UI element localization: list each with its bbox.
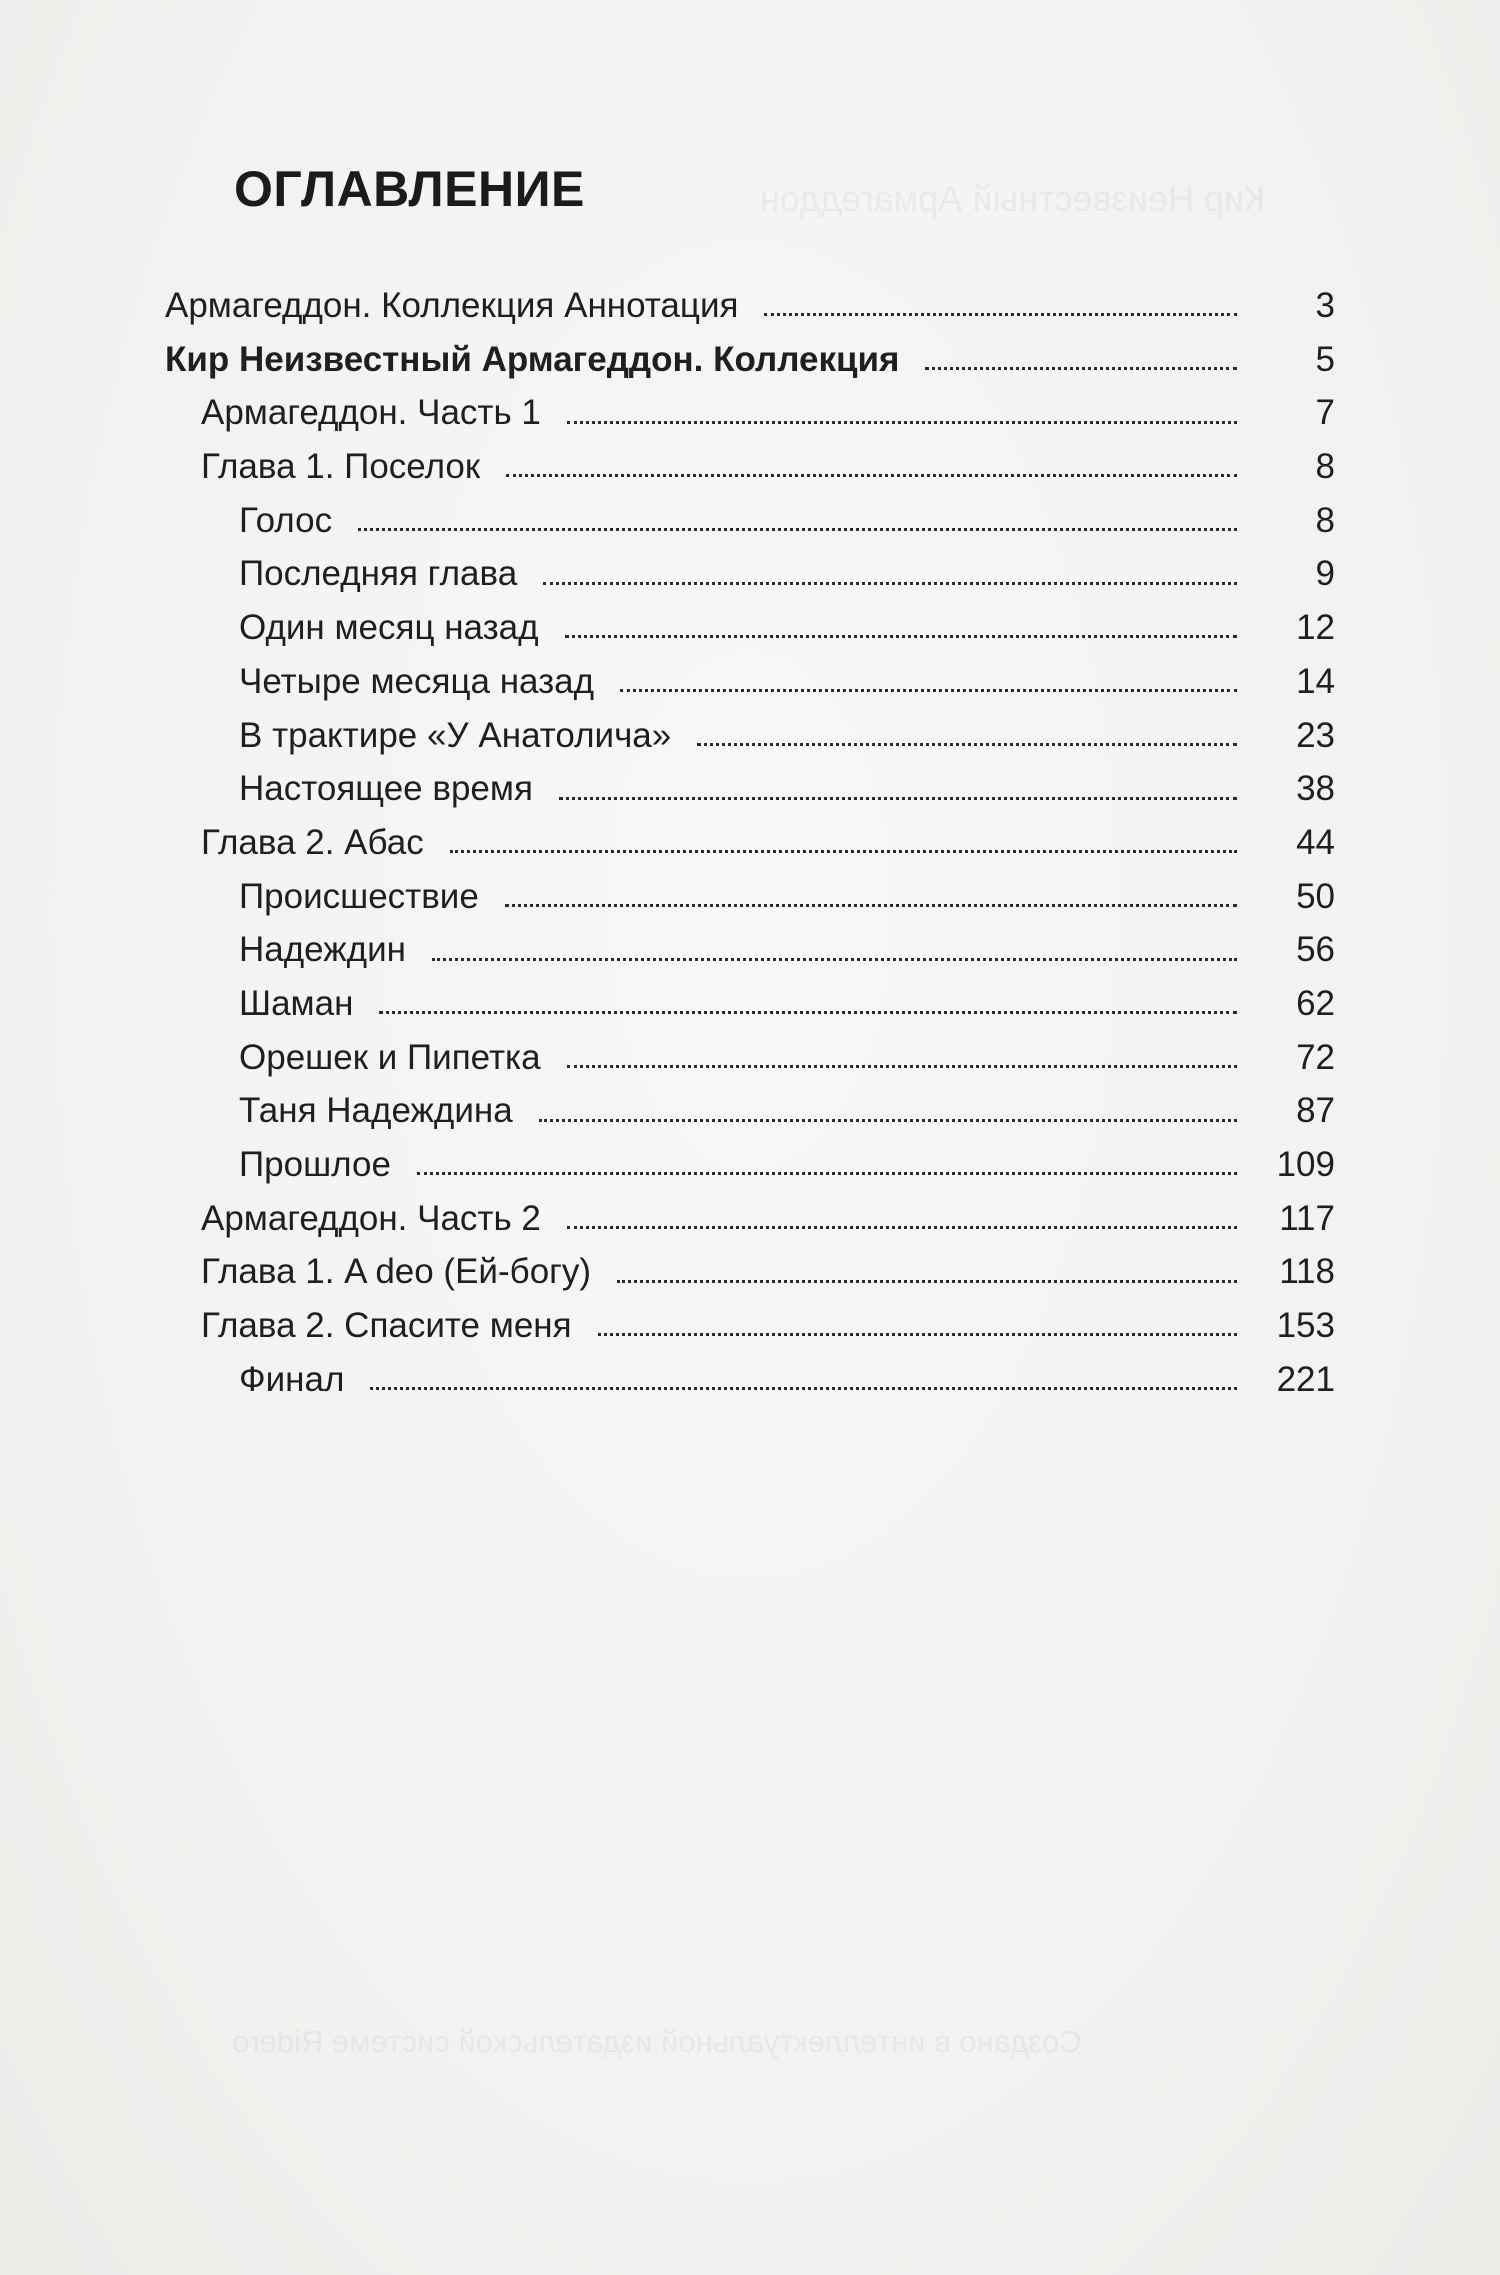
toc-entry-label: Глава 2. Спасите меня — [201, 1306, 572, 1346]
toc-entry-label: Кир Неизвестный Армагеддон. Коллекция — [165, 339, 900, 379]
toc-entry-page-number: 38 — [1296, 769, 1335, 809]
dot-leader — [697, 743, 1237, 746]
toc-entry-label: Глава 2. Абас — [201, 822, 424, 862]
dot-leader — [567, 1065, 1237, 1068]
dot-leader — [506, 474, 1237, 477]
toc-entry-page-number: 23 — [1296, 715, 1335, 755]
toc-entry — [165, 333, 1335, 387]
table-of-contents — [165, 279, 1335, 1406]
toc-entry-page-number: 5 — [1315, 339, 1335, 379]
toc-entry — [165, 279, 1335, 333]
toc-entry-label: Надеждин — [239, 930, 406, 970]
toc-entry-page-number: 118 — [1279, 1252, 1335, 1292]
toc-entry — [165, 870, 1335, 924]
dot-leader — [764, 313, 1237, 316]
toc-entry-page-number: 50 — [1296, 876, 1335, 916]
toc-entry-label: Глава 1. Поселок — [201, 447, 481, 487]
toc-entry-label: Армагеддон. Коллекция Аннотация — [165, 286, 739, 325]
toc-entry-page-number: 7 — [1315, 393, 1335, 433]
dot-leader — [358, 528, 1237, 531]
toc-entry-page-number: 62 — [1296, 983, 1335, 1023]
dot-leader — [925, 367, 1237, 370]
toc-entry — [165, 494, 1335, 548]
toc-entry-page-number: 221 — [1276, 1359, 1335, 1399]
toc-entry-page-number: 8 — [1315, 500, 1335, 540]
toc-entry — [165, 709, 1335, 763]
toc-entry-label: Армагеддон. Часть 1 — [201, 393, 541, 433]
toc-entry — [165, 977, 1335, 1031]
toc-entry-page-number: 87 — [1296, 1091, 1335, 1131]
toc-entry — [165, 762, 1335, 816]
toc-entry-page-number: 8 — [1315, 447, 1335, 487]
toc-entry — [165, 1245, 1335, 1299]
toc-entry-page-number: 109 — [1276, 1145, 1335, 1184]
toc-title: ОГЛАВЛЕНИЕ — [234, 161, 585, 217]
toc-entry — [165, 1353, 1335, 1407]
toc-entry-page-number: 3 — [1315, 286, 1335, 325]
toc-entry — [165, 601, 1335, 655]
bleed-through-text-bottom — [232, 2024, 1082, 2060]
dot-leader — [617, 1280, 1237, 1283]
dot-leader — [539, 1119, 1237, 1122]
toc-entry — [165, 1192, 1335, 1246]
toc-entry-label: Глава 1. A deo (Ей-богу) — [201, 1252, 592, 1292]
toc-entry-page-number: 12 — [1296, 608, 1335, 648]
toc-entry-label: Один месяц назад — [239, 608, 539, 648]
toc-entry — [165, 816, 1335, 870]
toc-entry — [165, 547, 1335, 601]
toc-entry-page-number: 153 — [1276, 1306, 1335, 1346]
toc-entry — [165, 923, 1335, 977]
toc-entry-label: Шаман — [239, 983, 354, 1023]
dot-leader — [505, 904, 1237, 907]
toc-entry — [165, 655, 1335, 709]
toc-entry-page-number: 44 — [1296, 822, 1335, 862]
toc-entry — [165, 1138, 1335, 1192]
toc-entry-page-number: 9 — [1315, 554, 1335, 594]
bleed-through-text-top — [760, 178, 1265, 220]
toc-entry-label: Финал — [239, 1359, 345, 1399]
dot-leader — [620, 689, 1237, 692]
dot-leader — [379, 1011, 1237, 1014]
toc-entry — [165, 386, 1335, 440]
toc-entry-page-number: 117 — [1279, 1198, 1335, 1238]
dot-leader — [598, 1333, 1237, 1336]
dot-leader — [543, 582, 1237, 585]
dot-leader — [567, 421, 1237, 424]
toc-entry-page-number: 56 — [1296, 930, 1335, 970]
toc-entry — [165, 440, 1335, 494]
dot-leader — [559, 797, 1237, 800]
toc-entry-label: Орешек и Пипетка — [239, 1037, 541, 1077]
toc-entry — [165, 1084, 1335, 1138]
toc-entry-page-number: 72 — [1296, 1037, 1335, 1077]
toc-entry-page-number: 14 — [1296, 661, 1335, 701]
toc-entry — [165, 1031, 1335, 1085]
toc-entry-label: Последняя глава — [239, 554, 518, 594]
toc-entry — [165, 1299, 1335, 1353]
toc-entry-label: Прошлое — [239, 1145, 391, 1184]
toc-entry-label: Армагеддон. Часть 2 — [201, 1198, 541, 1238]
dot-leader — [417, 1172, 1237, 1175]
toc-entry-label: Четыре месяца назад — [239, 661, 595, 701]
toc-entry-label: Голос — [239, 500, 333, 540]
toc-entry-label: Настоящее время — [239, 769, 533, 809]
dot-leader — [565, 635, 1237, 638]
dot-leader — [450, 850, 1237, 853]
dot-leader — [370, 1387, 1237, 1390]
toc-entry-label: Таня Надеждина — [239, 1091, 513, 1131]
toc-entry-label: Происшествие — [239, 876, 479, 916]
dot-leader — [432, 958, 1237, 961]
toc-entry-label: В трактире «У Анатолича» — [239, 715, 672, 755]
dot-leader — [567, 1226, 1237, 1229]
